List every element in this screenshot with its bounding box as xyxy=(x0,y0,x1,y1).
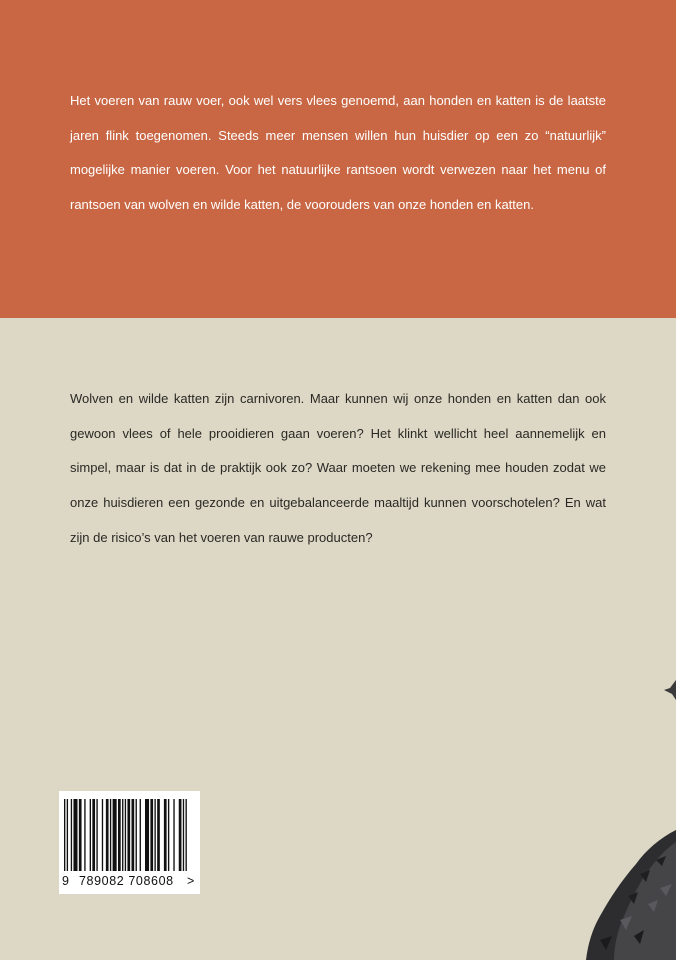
barcode-bar xyxy=(168,799,169,871)
barcode-bar xyxy=(79,799,82,871)
barcode-bar xyxy=(110,799,111,871)
barcode-bar xyxy=(127,799,130,871)
barcode-bar xyxy=(122,799,123,871)
barcode-bar xyxy=(150,799,153,871)
dog-fur-image xyxy=(560,660,676,960)
barcode-lead-digit: 9 xyxy=(62,874,69,888)
barcode-bar xyxy=(132,799,135,871)
barcode-bar xyxy=(154,799,155,871)
barcode-bar xyxy=(67,799,68,871)
barcode-bar xyxy=(92,799,95,871)
barcode-bar xyxy=(173,799,174,871)
barcode-bar xyxy=(113,799,117,871)
body-paragraph: Wolven en wilde katten zijn carnivoren. Maar kunnen wij onze honden en katten dan ook gewoon vlees of hele prooidieren gaan voeren? Het klinkt wellicht heel aannemelijk en simpel, maar is dat in de praktijk ook zo? Waar moeten we rekening mee houden zodat we onze huisdieren een gezonde en uitgebalanceerde maaltijd kunnen voorschotelen? En wat zijn de risico’s van het voeren van rauwe producten? xyxy=(70,391,606,545)
barcode-bar xyxy=(125,799,126,871)
barcode-bar xyxy=(136,799,137,871)
barcode-bar xyxy=(118,799,121,871)
barcode-bar xyxy=(96,799,97,871)
barcode-bar xyxy=(84,799,85,871)
barcode-bar xyxy=(157,799,160,871)
barcode-bar xyxy=(164,799,167,871)
barcode-bar xyxy=(179,799,182,871)
barcode-quiet-zone-mark: > xyxy=(187,874,195,888)
barcode-bar xyxy=(71,799,72,871)
barcode-bar xyxy=(140,799,141,871)
barcode-bar xyxy=(183,799,184,871)
barcode-bar xyxy=(186,799,187,871)
barcode-bar xyxy=(106,799,109,871)
intro-paragraph: Het voeren van rauw voer, ook wel vers vlees genoemd, aan honden en katten is de laatste jaren flink toegenomen. Steeds meer mensen willen hun huisdier op een zo “natuurlijk” mogelijke manier voeren. Voor het natuurlijke rantsoen wordt verwezen naar het menu of rantsoen van wolven en wilde katten, de voorouders van onze honden en katten. xyxy=(70,93,606,212)
barcode-bar xyxy=(145,799,149,871)
barcode-bar xyxy=(90,799,91,871)
barcode-digits: 789082 708608 xyxy=(79,874,174,888)
barcode-bar xyxy=(73,799,77,871)
barcode-bar xyxy=(64,799,65,871)
barcode-bar xyxy=(102,799,103,871)
